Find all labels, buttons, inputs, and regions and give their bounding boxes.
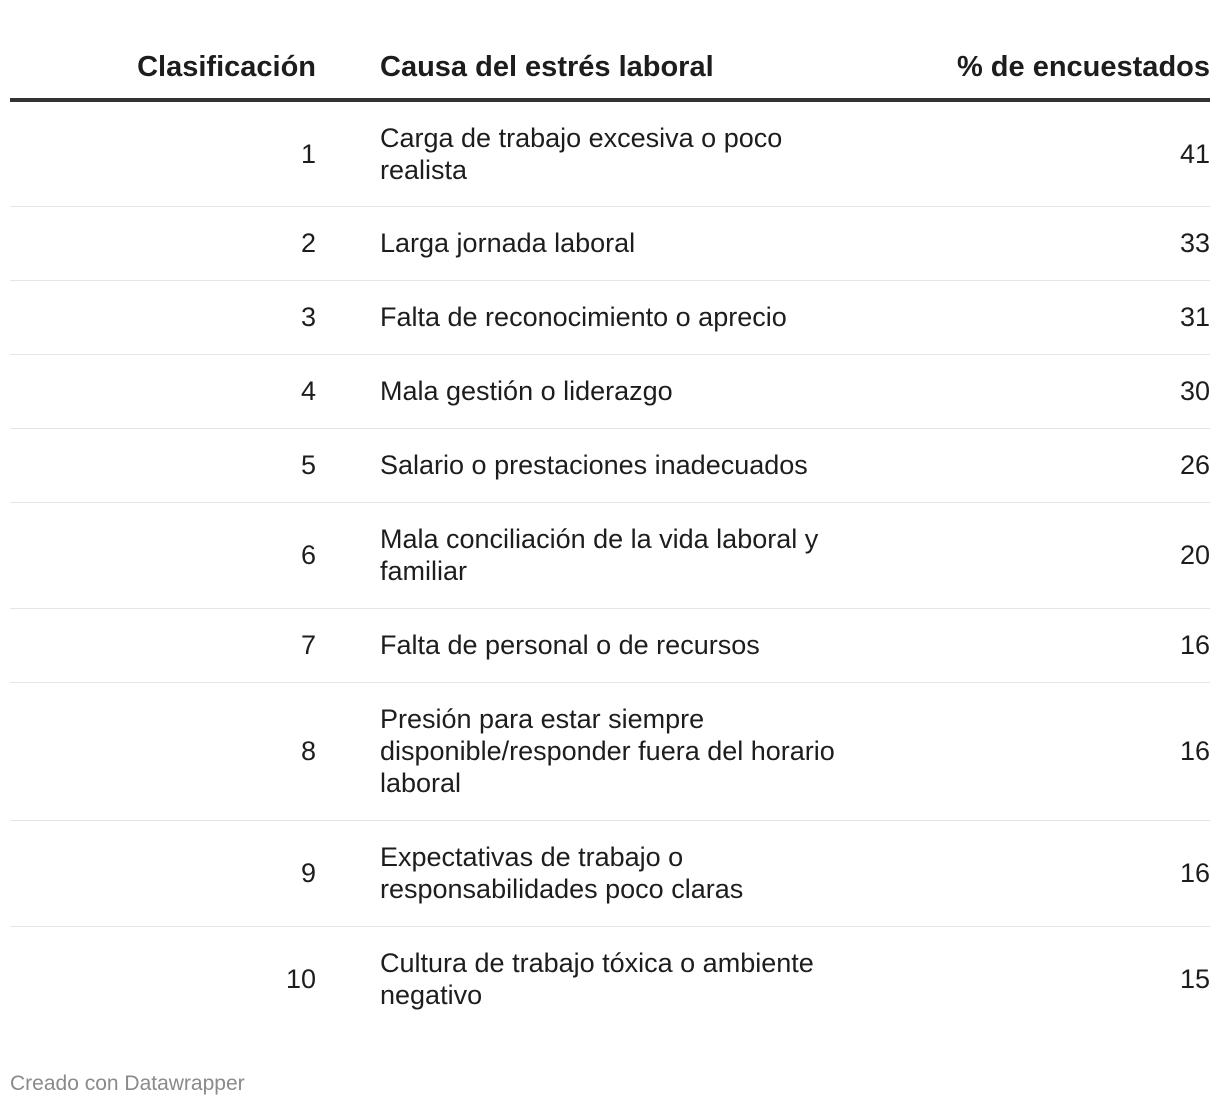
table-row xyxy=(10,682,1210,820)
cell-percent: 30 xyxy=(850,354,1210,428)
cell-rank: 4 xyxy=(10,354,316,428)
cell-rank: 9 xyxy=(10,820,316,926)
cell-rank: 7 xyxy=(10,608,316,682)
cell-cause: Presión para estar siempre disponible/responder fuera del horario laboral xyxy=(380,682,850,820)
cell-gap xyxy=(316,608,380,682)
cell-percent: 20 xyxy=(850,502,1210,608)
cell-rank: 6 xyxy=(10,502,316,608)
table-row xyxy=(10,206,1210,280)
cell-cause: Mala gestión o liderazgo xyxy=(380,354,850,428)
cell-cause: Expectativas de trabajo o responsabilidades poco claras xyxy=(380,820,850,926)
cell-percent: 16 xyxy=(850,608,1210,682)
cell-cause: Salario o prestaciones inadecuados xyxy=(380,428,850,502)
table-body xyxy=(10,100,1210,1032)
cell-percent: 31 xyxy=(850,280,1210,354)
cell-rank: 5 xyxy=(10,428,316,502)
cell-cause: Larga jornada laboral xyxy=(380,206,850,280)
cell-rank: 3 xyxy=(10,280,316,354)
cell-gap xyxy=(316,280,380,354)
column-header-percent[interactable]: % de encuestados xyxy=(850,36,1210,100)
cell-gap xyxy=(316,100,380,206)
cell-rank: 2 xyxy=(10,206,316,280)
table-row xyxy=(10,354,1210,428)
cell-percent: 16 xyxy=(850,820,1210,926)
table-row xyxy=(10,820,1210,926)
stress-causes-table xyxy=(10,36,1210,1032)
cell-cause: Cultura de trabajo tóxica o ambiente negativo xyxy=(380,948,814,1011)
cell-gap xyxy=(316,354,380,428)
cell-gap xyxy=(316,206,380,280)
cell-gap xyxy=(316,502,380,608)
footer-credit[interactable]: Creado con Datawrapper xyxy=(10,1072,245,1095)
table-row xyxy=(10,428,1210,502)
cell-rank: 8 xyxy=(10,682,316,820)
cell-gap xyxy=(316,682,380,820)
column-gap xyxy=(316,36,380,100)
column-header-cause[interactable]: Causa del estrés laboral xyxy=(380,36,850,100)
cell-cause: Falta de personal o de recursos xyxy=(380,608,850,682)
cell-gap xyxy=(316,428,380,502)
cell-percent: 16 xyxy=(850,682,1210,820)
cell-cause: Mala conciliación de la vida laboral y familiar xyxy=(380,502,850,608)
data-table-container xyxy=(10,36,1210,1032)
cell-cause: Carga de trabajo excesiva o poco realista xyxy=(380,100,850,206)
table-row xyxy=(10,100,1210,206)
cell-rank: 10 xyxy=(285,964,316,995)
table-row xyxy=(10,608,1210,682)
cell-percent: 26 xyxy=(850,428,1210,502)
cell-rank: 1 xyxy=(10,100,316,206)
cell-percent: 41 xyxy=(850,100,1210,206)
cell-gap xyxy=(316,820,380,926)
cell-percent: 33 xyxy=(850,206,1210,280)
cell-gap xyxy=(316,926,380,1032)
table-row xyxy=(10,502,1210,608)
table-row xyxy=(10,280,1210,354)
cell-percent: 15 xyxy=(1179,964,1210,995)
table-row xyxy=(10,926,1210,1032)
column-header-rank[interactable]: Clasificación xyxy=(10,36,316,100)
table-header-row xyxy=(10,36,1210,100)
cell-cause: Falta de reconocimiento o aprecio xyxy=(380,280,850,354)
